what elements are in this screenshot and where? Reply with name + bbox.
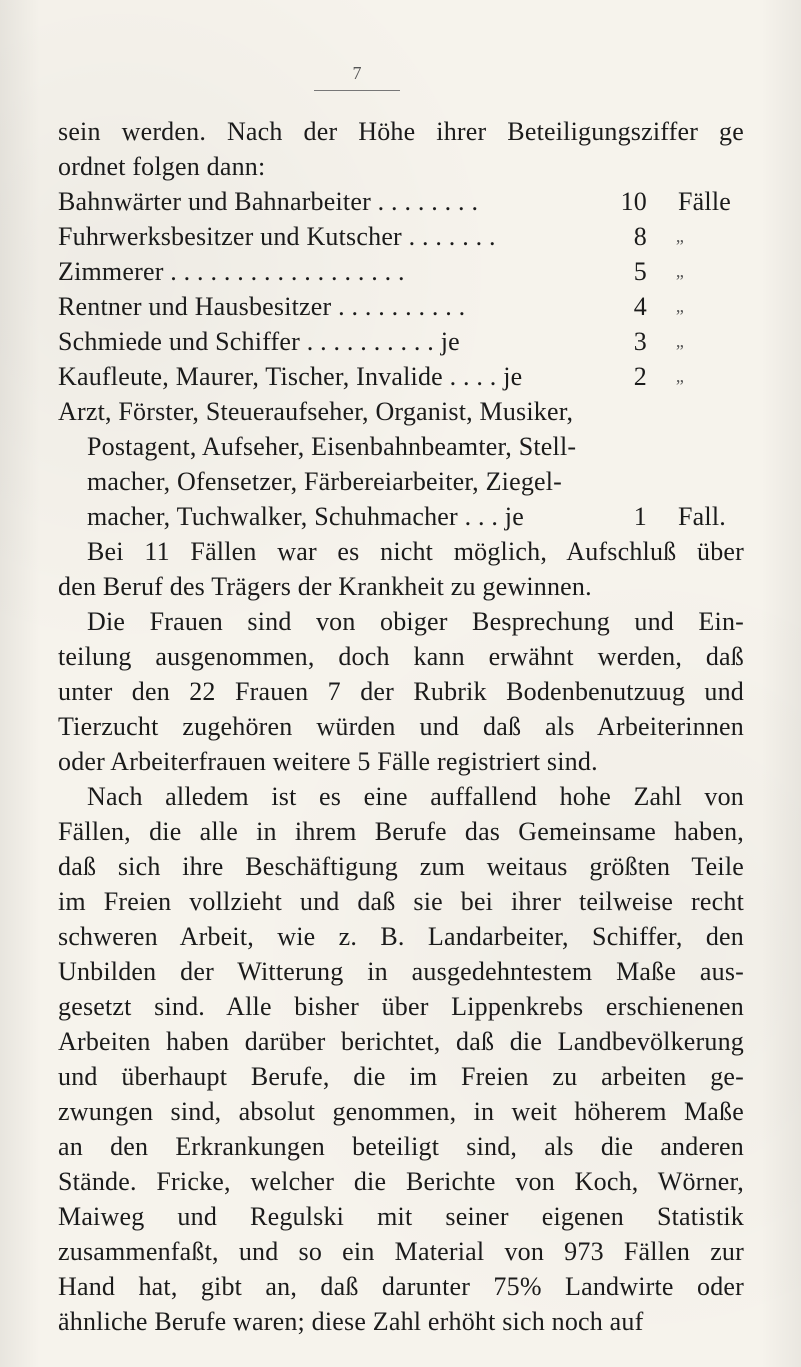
- paragraph-line: Hand hat, gibt an, daß darunter 75% Landwirte oder: [58, 1272, 744, 1301]
- ditto-mark: „: [675, 296, 685, 316]
- paragraph-line: Fällen, die alle in ihrem Berufe das Gemeinsame haben,: [58, 817, 744, 846]
- paragraph-line: unter den 22 Frauen 7 der Rubrik Bodenbenutzuug und: [58, 677, 744, 706]
- paragraph-line: und überhaupt Berufe, die im Freien zu arbeiten ge-: [58, 1062, 744, 1091]
- paragraph-line: schweren Arbeit, wie z. B. Landarbeiter, Schiffer, den: [58, 922, 744, 951]
- occupation-row: [58, 184, 744, 219]
- paragraph-line: Unbilden der Witterung in ausgedehntestem Maße aus-: [58, 957, 744, 986]
- occupation-count: 8: [633, 222, 647, 251]
- paragraph-line: Bei 11 Fällen war es nicht möglich, Aufschluß über: [87, 537, 744, 566]
- ditto-mark: „: [675, 331, 685, 351]
- paragraph-line: Nach alledem ist es eine auffallend hohe Zahl von: [87, 782, 744, 811]
- occupation-label: Fuhrwerksbesitzer und Kutscher . . . . . . .: [58, 222, 496, 251]
- paragraph-line: an den Erkrankungen beteiligt sind, als die anderen: [58, 1132, 744, 1161]
- occupation-label: Rentner und Hausbesitzer . . . . . . . . . .: [58, 292, 466, 321]
- paragraph-line: zwungen sind, absolut genommen, in weit höherem Maße: [58, 1097, 744, 1126]
- occupation-row: [58, 254, 744, 289]
- occupation-label: Kaufleute, Maurer, Tischer, Invalide . . . . je: [58, 362, 523, 391]
- final-occupation-row: [58, 499, 744, 534]
- occupation-label: Schmiede und Schiffer . . . . . . . . . . je: [58, 327, 460, 356]
- paragraph-line: den Beruf des Trägers der Krankheit zu gewinnen.: [58, 572, 592, 601]
- page-header-mark: 7: [314, 64, 400, 91]
- ditto-mark: „: [675, 226, 685, 246]
- paragraph-line: Tierzucht zugehören würden und daß als Arbeiterinnen: [58, 712, 744, 741]
- paragraph-line: Arbeiten haben darüber berichtet, daß die Landbevölkerung: [58, 1027, 744, 1056]
- occupation-label: Bahnwärter und Bahnarbeiter . . . . . . . .: [58, 187, 479, 216]
- occupation-row: [58, 289, 744, 324]
- paragraph-line: oder Arbeiterfrauen weitere 5 Fälle registriert sind.: [58, 747, 598, 776]
- occupation-count: 3: [633, 327, 647, 356]
- document-body: [58, 114, 744, 1339]
- occupation-count: 5: [633, 257, 647, 286]
- occupation-row: [58, 324, 744, 359]
- occupation-count: 10: [620, 187, 647, 216]
- occupation-label: Zimmerer . . . . . . . . . . . . . . . . . .: [58, 257, 405, 286]
- multiline-occupation-line: Postagent, Aufseher, Eisenbahnbeamter, Stell-: [87, 432, 577, 461]
- occupation-row: [58, 219, 744, 254]
- paragraph-line: Die Frauen sind von obiger Besprechung und Ein-: [87, 607, 744, 636]
- paragraph-line: Stände. Fricke, welcher die Berichte von Koch, Wörner,: [58, 1167, 744, 1196]
- occupation-count: 4: [633, 292, 647, 321]
- paragraph-line: ähnliche Berufe waren; diese Zahl erhöht sich noch auf: [58, 1307, 644, 1336]
- paragraph-line: daß sich ihre Beschäftigung zum weitaus größten Teile: [58, 852, 744, 881]
- body-line: ordnet folgen dann:: [58, 152, 266, 181]
- occupation-row: [58, 359, 744, 394]
- paragraph-line: Maiweg und Regulski mit seiner eigenen Statistik: [58, 1202, 744, 1231]
- occupation-unit: Fälle: [678, 187, 731, 216]
- paragraph-line: gesetzt sind. Alle bisher über Lippenkrebs erschienenen: [58, 992, 744, 1021]
- multiline-occupation-line: macher, Ofensetzer, Färbereiarbeiter, Ziegel-: [87, 467, 563, 496]
- paragraph-line: im Freien vollzieht und daß sie bei ihrer teilweise recht: [58, 887, 744, 916]
- final-occupation-count: 1: [633, 502, 647, 531]
- body-line: sein werden. Nach der Höhe ihrer Beteiligungsziffer ge: [58, 117, 744, 146]
- occupation-count: 2: [633, 362, 647, 391]
- paragraph-line: teilung ausgenommen, doch kann erwähnt werden, daß: [58, 642, 744, 671]
- paragraph-line: zusammenfaßt, und so ein Material von 973 Fällen zur: [58, 1237, 744, 1266]
- multiline-occupation-line: Arzt, Förster, Steueraufseher, Organist, Musiker,: [58, 397, 574, 426]
- final-occupation-label: macher, Tuchwalker, Schuhmacher . . . je: [87, 502, 524, 531]
- ditto-mark: „: [675, 261, 685, 281]
- ditto-mark: „: [675, 366, 685, 386]
- final-occupation-unit: Fall.: [678, 502, 726, 531]
